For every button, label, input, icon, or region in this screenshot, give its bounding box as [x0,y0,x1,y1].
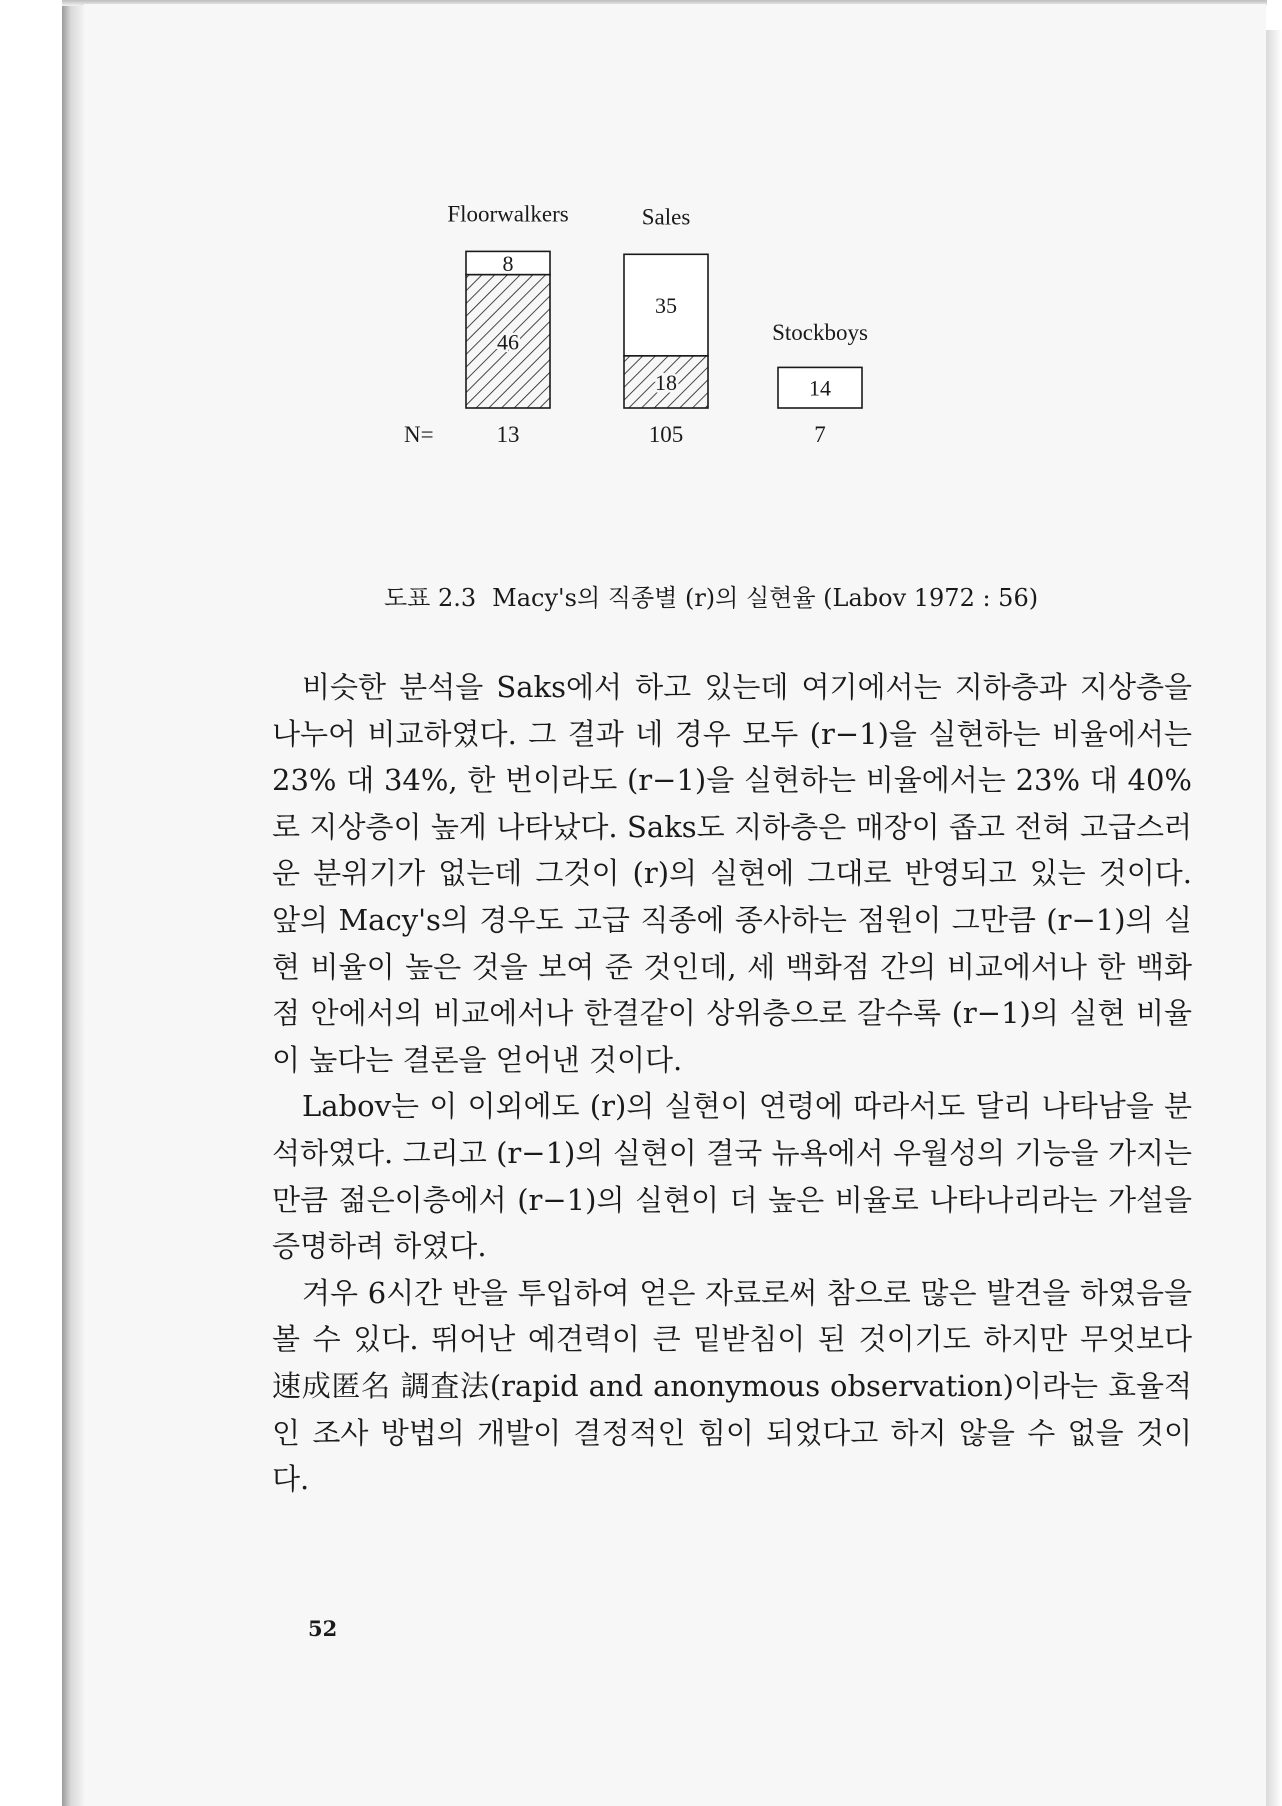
n-value-sales: 105 [648,422,684,447]
figure-caption [384,578,1084,613]
bar-plain-value-floorwalkers: 8 [502,251,514,276]
body-text [272,664,1192,1503]
book-page [84,4,1266,1806]
bar-plain-value-sales: 35 [655,293,677,319]
paragraph-2: Labov는 이 이외에도 (r)의 실현이 연령에 따라서도 달리 나타남을 분석하였다. 그리고 (r−1)의 실현이 결국 뉴욕에서 우월성의 기능을 가지는 만큼 젊은이층에서 (r−1)의 실현이 더 높은 비율로 나타나리라는 가설을 증명하려 하였다. [272,1089,1192,1264]
bar-hatched-value-sales: 18 [655,369,677,395]
category-label-stockboys: Stockboys [772,320,868,345]
bar-hatched-value-floorwalkers: 46 [497,329,519,355]
category-label-floorwalkers: Floorwalkers [447,201,569,227]
page-right-edge [1266,30,1282,1806]
figure-label: 도표 2.3 [384,584,477,612]
category-label-sales: Sales [641,204,691,230]
page-number: 52 [308,1616,338,1641]
chart-svg [384,194,1084,524]
figure-caption-text: Macy's의 직종별 (r)의 실현율 (Labov 1972 : 56) [492,584,1039,612]
book-spine-shadow [62,0,84,1806]
paragraph-3: 겨우 6시간 반을 투입하여 얻은 자료로써 참으로 많은 발견을 하였음을 볼 수 있다. 뛰어난 예견력이 큰 밑받침이 된 것이기도 하지만 무엇보다 速成匿名 調査法(rapid and anonymous observation)이라는 효율적인 조사 방법의 개발이 결정적인 힘이 되었다고 하지 않을 수 없을 것이다. [272,1275,1192,1497]
paragraph-1: 비슷한 분석을 Saks에서 하고 있는데 여기에서는 지하층과 지상층을 나누어 비교하였다. 그 결과 네 경우 모두 (r−1)을 실현하는 비율에서는 23% 대 34%, 한 번이라도 (r−1)을 실현하는 비율에서는 23% 대 40%로 지상층이 높게 나타났다. Saks도 지하층은 매장이 좁고 전혀 고급스러운 분위기가 없는데 그것이 (r)의 실현에 그대로 반영되고 있는 것이다. 앞의 Macy's의 경우도 고급 직종에 종사하는 점원이 그만큼 (r−1)의 실현 비율이 높은 것을 보여 준 것인데, 세 백화점 간의 비교에서나 한 백화점 안에서의 비교에서나 한결같이 상위층으로 갈수록 (r−1)의 실현 비율이 높다는 결론을 얻어낸 것이다. [272,670,1192,1077]
n-label: N= [404,422,434,447]
n-value-floorwalkers: 13 [496,422,520,447]
bar-plain-value-stockboys: 14 [809,375,831,401]
n-value-stockboys: 7 [814,422,826,447]
stacked-bar-figure [384,194,1084,524]
